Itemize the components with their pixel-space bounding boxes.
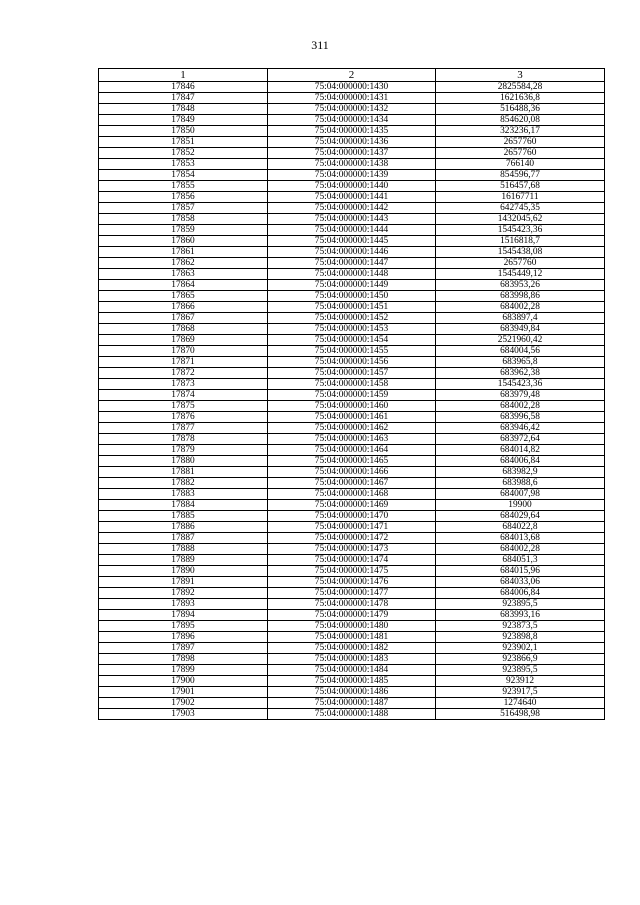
value-cell: 516457,68 <box>436 181 605 192</box>
cadastral-number-cell: 75:04:000000:1476 <box>268 577 436 588</box>
table-row <box>99 93 605 104</box>
row-number-cell: 17885 <box>99 511 268 522</box>
row-number-cell: 17858 <box>99 214 268 225</box>
value-cell: 516498,98 <box>436 709 605 720</box>
cadastral-number-cell: 75:04:000000:1483 <box>268 654 436 665</box>
cadastral-number-cell: 75:04:000000:1451 <box>268 302 436 313</box>
cadastral-number-cell: 75:04:000000:1463 <box>268 434 436 445</box>
value-cell: 1545449,12 <box>436 269 605 280</box>
row-number-cell: 17867 <box>99 313 268 324</box>
cadastral-number-cell: 75:04:000000:1462 <box>268 423 436 434</box>
row-number-cell: 17902 <box>99 698 268 709</box>
row-number-cell: 17894 <box>99 610 268 621</box>
cadastral-number-cell: 75:04:000000:1440 <box>268 181 436 192</box>
value-cell: 683953,26 <box>436 280 605 291</box>
table-row <box>99 390 605 401</box>
row-number-cell: 17872 <box>99 368 268 379</box>
table-row <box>99 577 605 588</box>
row-number-cell: 17898 <box>99 654 268 665</box>
row-number-cell: 17877 <box>99 423 268 434</box>
table-row <box>99 280 605 291</box>
value-cell: 684033,06 <box>436 577 605 588</box>
cadastral-number-cell: 75:04:000000:1457 <box>268 368 436 379</box>
cadastral-number-cell: 75:04:000000:1430 <box>268 82 436 93</box>
value-cell: 684014,82 <box>436 445 605 456</box>
value-cell: 683993,16 <box>436 610 605 621</box>
value-cell: 323236,17 <box>436 126 605 137</box>
value-cell: 923912 <box>436 676 605 687</box>
row-number-cell: 17874 <box>99 390 268 401</box>
value-cell: 766140 <box>436 159 605 170</box>
value-cell: 923873,5 <box>436 621 605 632</box>
table-row <box>99 236 605 247</box>
cadastral-number-cell: 75:04:000000:1452 <box>268 313 436 324</box>
table-row <box>99 324 605 335</box>
row-number-cell: 17856 <box>99 192 268 203</box>
cadastral-number-cell: 75:04:000000:1441 <box>268 192 436 203</box>
row-number-cell: 17854 <box>99 170 268 181</box>
cadastral-number-cell: 75:04:000000:1478 <box>268 599 436 610</box>
table-row <box>99 489 605 500</box>
value-cell: 854620,08 <box>436 115 605 126</box>
table-row <box>99 588 605 599</box>
cadastral-number-cell: 75:04:000000:1469 <box>268 500 436 511</box>
table-row <box>99 225 605 236</box>
cadastral-number-cell: 75:04:000000:1486 <box>268 687 436 698</box>
row-number-cell: 17891 <box>99 577 268 588</box>
table-row <box>99 159 605 170</box>
value-cell: 1545423,36 <box>436 225 605 236</box>
value-cell: 684002,28 <box>436 544 605 555</box>
row-number-cell: 17882 <box>99 478 268 489</box>
row-number-cell: 17850 <box>99 126 268 137</box>
cadastral-number-cell: 75:04:000000:1456 <box>268 357 436 368</box>
cadastral-number-cell: 75:04:000000:1467 <box>268 478 436 489</box>
table-row <box>99 269 605 280</box>
row-number-cell: 17865 <box>99 291 268 302</box>
cadastral-number-cell: 75:04:000000:1471 <box>268 522 436 533</box>
cadastral-number-cell: 75:04:000000:1458 <box>268 379 436 390</box>
table-row <box>99 533 605 544</box>
value-cell: 683979,48 <box>436 390 605 401</box>
value-cell: 516488,36 <box>436 104 605 115</box>
cadastral-number-cell: 75:04:000000:1436 <box>268 137 436 148</box>
value-cell: 1621636,8 <box>436 93 605 104</box>
row-number-cell: 17889 <box>99 555 268 566</box>
row-number-cell: 17868 <box>99 324 268 335</box>
table-row <box>99 544 605 555</box>
value-cell: 684013,68 <box>436 533 605 544</box>
page-number: 311 <box>311 38 329 52</box>
row-number-cell: 17873 <box>99 379 268 390</box>
cadastral-number-cell: 75:04:000000:1477 <box>268 588 436 599</box>
cadastral-number-cell: 75:04:000000:1482 <box>268 643 436 654</box>
table-row <box>99 445 605 456</box>
row-number-cell: 17846 <box>99 82 268 93</box>
cadastral-number-cell: 75:04:000000:1481 <box>268 632 436 643</box>
value-cell: 684002,28 <box>436 401 605 412</box>
row-number-cell: 17888 <box>99 544 268 555</box>
value-cell: 684051,3 <box>436 555 605 566</box>
row-number-cell: 17860 <box>99 236 268 247</box>
cadastral-number-cell: 75:04:000000:1450 <box>268 291 436 302</box>
cadastral-number-cell: 75:04:000000:1485 <box>268 676 436 687</box>
table-row <box>99 203 605 214</box>
column-header-1: 1 <box>99 69 268 82</box>
cadastral-number-cell: 75:04:000000:1432 <box>268 104 436 115</box>
table-row <box>99 423 605 434</box>
table-row <box>99 335 605 346</box>
data-table <box>98 68 605 720</box>
cadastral-number-cell: 75:04:000000:1437 <box>268 148 436 159</box>
value-cell: 683897,4 <box>436 313 605 324</box>
cadastral-number-cell: 75:04:000000:1447 <box>268 258 436 269</box>
table-row <box>99 665 605 676</box>
row-number-cell: 17849 <box>99 115 268 126</box>
table-row <box>99 258 605 269</box>
table-row <box>99 192 605 203</box>
table-row <box>99 599 605 610</box>
row-number-cell: 17895 <box>99 621 268 632</box>
table-row <box>99 115 605 126</box>
table-row <box>99 698 605 709</box>
value-cell: 1274640 <box>436 698 605 709</box>
cadastral-number-cell: 75:04:000000:1464 <box>268 445 436 456</box>
row-number-cell: 17881 <box>99 467 268 478</box>
cadastral-number-cell: 75:04:000000:1487 <box>268 698 436 709</box>
value-cell: 642745,35 <box>436 203 605 214</box>
table-row <box>99 302 605 313</box>
row-number-cell: 17866 <box>99 302 268 313</box>
cadastral-number-cell: 75:04:000000:1444 <box>268 225 436 236</box>
value-cell: 923866,9 <box>436 654 605 665</box>
value-cell: 684006,84 <box>436 588 605 599</box>
row-number-cell: 17851 <box>99 137 268 148</box>
value-cell: 683965,8 <box>436 357 605 368</box>
cadastral-number-cell: 75:04:000000:1460 <box>268 401 436 412</box>
table-row <box>99 412 605 423</box>
row-number-cell: 17897 <box>99 643 268 654</box>
row-number-cell: 17879 <box>99 445 268 456</box>
value-cell: 1432045,62 <box>436 214 605 225</box>
value-cell: 2521960,42 <box>436 335 605 346</box>
table-row <box>99 522 605 533</box>
value-cell: 683996,58 <box>436 412 605 423</box>
table-row <box>99 456 605 467</box>
value-cell: 2657760 <box>436 137 605 148</box>
table-row <box>99 346 605 357</box>
table-row <box>99 170 605 181</box>
table-row <box>99 709 605 720</box>
table-row <box>99 643 605 654</box>
table-row <box>99 467 605 478</box>
value-cell: 923902,1 <box>436 643 605 654</box>
row-number-cell: 17892 <box>99 588 268 599</box>
row-number-cell: 17875 <box>99 401 268 412</box>
row-number-cell: 17847 <box>99 93 268 104</box>
value-cell: 16167711 <box>436 192 605 203</box>
row-number-cell: 17864 <box>99 280 268 291</box>
table-row <box>99 368 605 379</box>
row-number-cell: 17883 <box>99 489 268 500</box>
row-number-cell: 17853 <box>99 159 268 170</box>
value-cell: 1545423,36 <box>436 379 605 390</box>
cadastral-number-cell: 75:04:000000:1438 <box>268 159 436 170</box>
row-number-cell: 17861 <box>99 247 268 258</box>
cadastral-number-cell: 75:04:000000:1431 <box>268 93 436 104</box>
row-number-cell: 17859 <box>99 225 268 236</box>
row-number-cell: 17878 <box>99 434 268 445</box>
row-number-cell: 17893 <box>99 599 268 610</box>
value-cell: 684006,84 <box>436 456 605 467</box>
row-number-cell: 17876 <box>99 412 268 423</box>
table-row <box>99 566 605 577</box>
row-number-cell: 17900 <box>99 676 268 687</box>
cadastral-number-cell: 75:04:000000:1459 <box>268 390 436 401</box>
row-number-cell: 17871 <box>99 357 268 368</box>
value-cell: 684004,56 <box>436 346 605 357</box>
table-row <box>99 434 605 445</box>
cadastral-number-cell: 75:04:000000:1473 <box>268 544 436 555</box>
table-row <box>99 148 605 159</box>
value-cell: 684022,8 <box>436 522 605 533</box>
row-number-cell: 17855 <box>99 181 268 192</box>
table-row <box>99 687 605 698</box>
cadastral-number-cell: 75:04:000000:1449 <box>268 280 436 291</box>
value-cell: 2825584,28 <box>436 82 605 93</box>
cadastral-number-cell: 75:04:000000:1435 <box>268 126 436 137</box>
row-number-cell: 17870 <box>99 346 268 357</box>
value-cell: 684015,96 <box>436 566 605 577</box>
cadastral-number-cell: 75:04:000000:1461 <box>268 412 436 423</box>
table-row <box>99 126 605 137</box>
table-row <box>99 181 605 192</box>
value-cell: 2657760 <box>436 148 605 159</box>
value-cell: 684029,64 <box>436 511 605 522</box>
table-row <box>99 676 605 687</box>
cadastral-number-cell: 75:04:000000:1472 <box>268 533 436 544</box>
cadastral-number-cell: 75:04:000000:1448 <box>268 269 436 280</box>
table-row <box>99 214 605 225</box>
table-row <box>99 610 605 621</box>
row-number-cell: 17901 <box>99 687 268 698</box>
table-row <box>99 478 605 489</box>
cadastral-number-cell: 75:04:000000:1475 <box>268 566 436 577</box>
cadastral-number-cell: 75:04:000000:1484 <box>268 665 436 676</box>
cadastral-number-cell: 75:04:000000:1453 <box>268 324 436 335</box>
cadastral-number-cell: 75:04:000000:1466 <box>268 467 436 478</box>
cadastral-number-cell: 75:04:000000:1434 <box>268 115 436 126</box>
value-cell: 923917,5 <box>436 687 605 698</box>
table-row <box>99 247 605 258</box>
value-cell: 683982,9 <box>436 467 605 478</box>
row-number-cell: 17896 <box>99 632 268 643</box>
row-number-cell: 17848 <box>99 104 268 115</box>
table-row <box>99 291 605 302</box>
value-cell: 684002,28 <box>436 302 605 313</box>
value-cell: 1516818,7 <box>436 236 605 247</box>
row-number-cell: 17869 <box>99 335 268 346</box>
row-number-cell: 17852 <box>99 148 268 159</box>
row-number-cell: 17903 <box>99 709 268 720</box>
row-number-cell: 17880 <box>99 456 268 467</box>
value-cell: 683962,38 <box>436 368 605 379</box>
cadastral-number-cell: 75:04:000000:1439 <box>268 170 436 181</box>
value-cell: 923898,8 <box>436 632 605 643</box>
table-row <box>99 82 605 93</box>
cadastral-number-cell: 75:04:000000:1445 <box>268 236 436 247</box>
column-header-2: 2 <box>268 69 436 82</box>
row-number-cell: 17899 <box>99 665 268 676</box>
cadastral-number-cell: 75:04:000000:1480 <box>268 621 436 632</box>
table-row <box>99 379 605 390</box>
table-row <box>99 621 605 632</box>
row-number-cell: 17884 <box>99 500 268 511</box>
value-cell: 19900 <box>436 500 605 511</box>
row-number-cell: 17887 <box>99 533 268 544</box>
value-cell: 854596,77 <box>436 170 605 181</box>
table-row <box>99 357 605 368</box>
cadastral-number-cell: 75:04:000000:1470 <box>268 511 436 522</box>
cadastral-number-cell: 75:04:000000:1465 <box>268 456 436 467</box>
value-cell: 923895,5 <box>436 599 605 610</box>
value-cell: 683972,64 <box>436 434 605 445</box>
value-cell: 923895,5 <box>436 665 605 676</box>
value-cell: 2657760 <box>436 258 605 269</box>
cadastral-number-cell: 75:04:000000:1446 <box>268 247 436 258</box>
value-cell: 1545438,08 <box>436 247 605 258</box>
table-row <box>99 401 605 412</box>
table-row <box>99 555 605 566</box>
cadastral-number-cell: 75:04:000000:1455 <box>268 346 436 357</box>
table-row <box>99 500 605 511</box>
row-number-cell: 17886 <box>99 522 268 533</box>
row-number-cell: 17862 <box>99 258 268 269</box>
header-row <box>99 69 605 82</box>
table-row <box>99 511 605 522</box>
cadastral-number-cell: 75:04:000000:1479 <box>268 610 436 621</box>
cadastral-number-cell: 75:04:000000:1468 <box>268 489 436 500</box>
table-row <box>99 313 605 324</box>
row-number-cell: 17857 <box>99 203 268 214</box>
table-row <box>99 137 605 148</box>
table-header <box>99 69 605 82</box>
value-cell: 683949,84 <box>436 324 605 335</box>
value-cell: 683946,42 <box>436 423 605 434</box>
value-cell: 683998,86 <box>436 291 605 302</box>
row-number-cell: 17890 <box>99 566 268 577</box>
table-body <box>99 82 605 720</box>
column-header-3: 3 <box>436 69 605 82</box>
value-cell: 684007,98 <box>436 489 605 500</box>
cadastral-number-cell: 75:04:000000:1442 <box>268 203 436 214</box>
cadastral-number-cell: 75:04:000000:1454 <box>268 335 436 346</box>
cadastral-number-cell: 75:04:000000:1443 <box>268 214 436 225</box>
value-cell: 683988,6 <box>436 478 605 489</box>
table-row <box>99 654 605 665</box>
table-row <box>99 632 605 643</box>
cadastral-number-cell: 75:04:000000:1474 <box>268 555 436 566</box>
table-row <box>99 104 605 115</box>
row-number-cell: 17863 <box>99 269 268 280</box>
cadastral-number-cell: 75:04:000000:1488 <box>268 709 436 720</box>
